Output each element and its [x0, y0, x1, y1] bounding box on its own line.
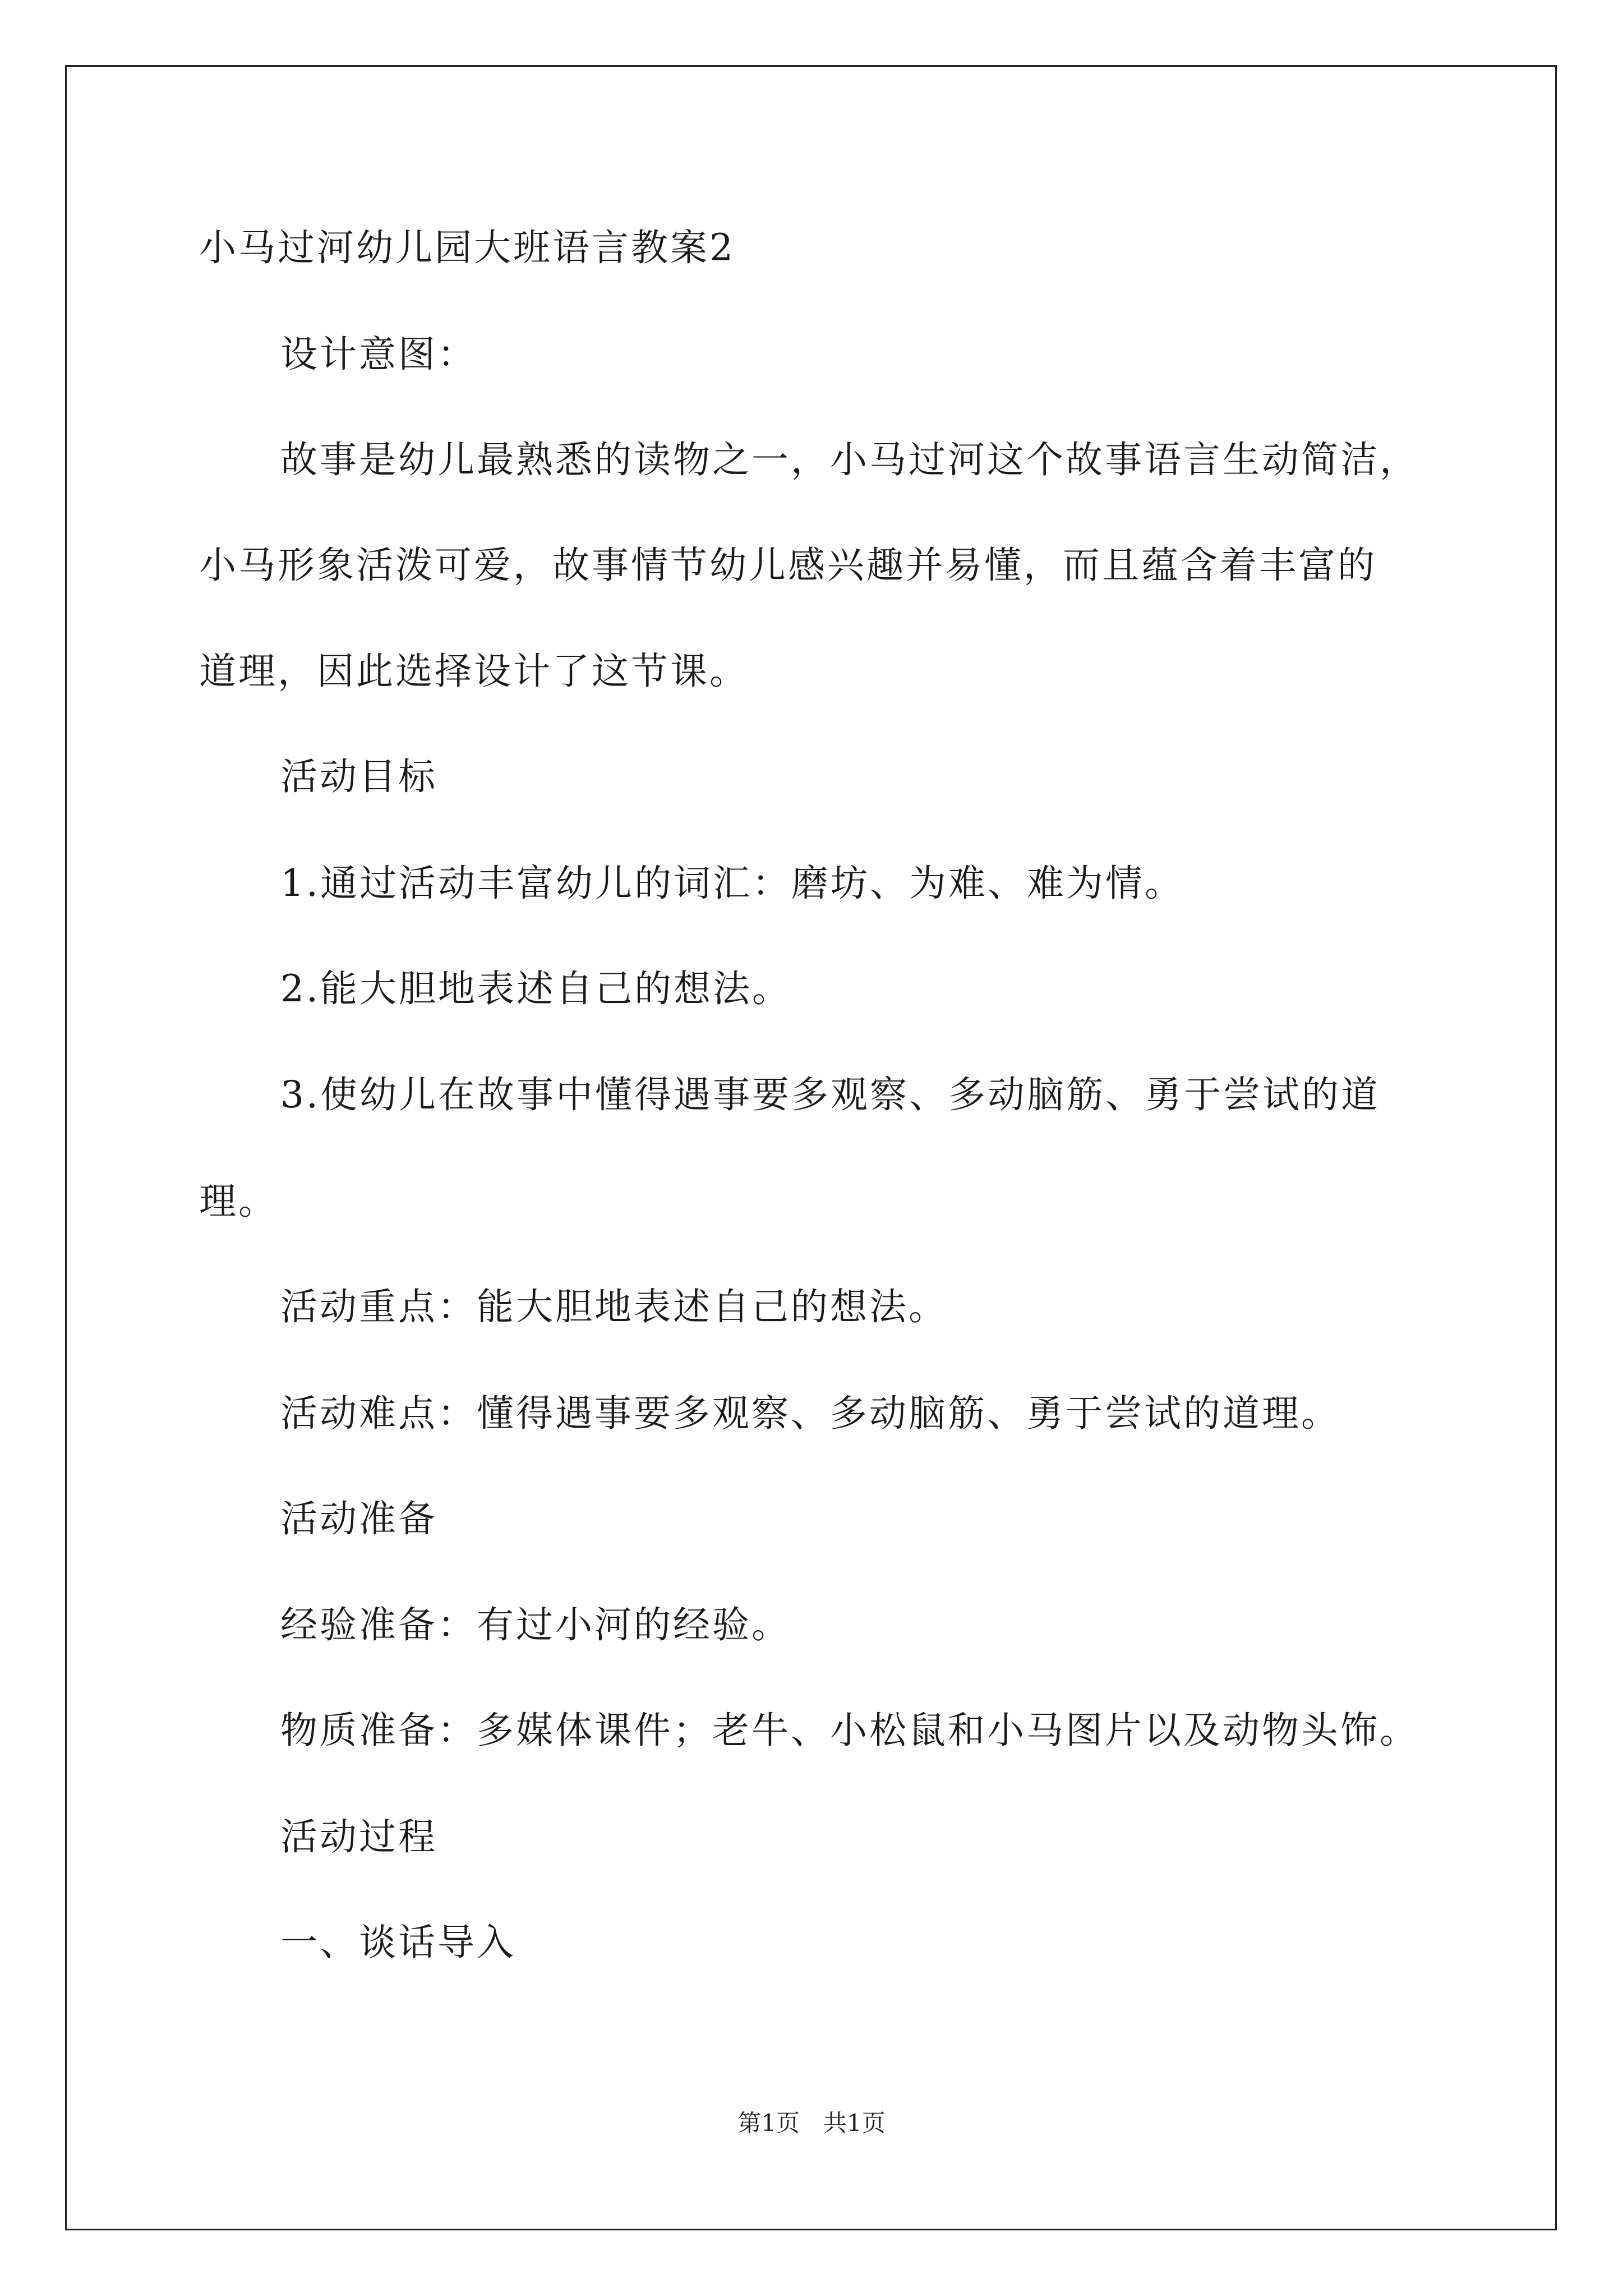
page-border	[65, 65, 1557, 2230]
paragraph-line: 3.使幼儿在故事中懂得遇事要多观察、多动脑筋、勇于尝试的道	[280, 1073, 1380, 1116]
paragraph-line: 活动过程	[280, 1815, 437, 1858]
paragraph-line: 2.能大胆地表述自己的想法。	[280, 967, 791, 1010]
paragraph-line: 经验准备：有过小河的经验。	[280, 1603, 791, 1646]
paragraph-line: 活动难点：懂得遇事要多观察、多动脑筋、勇于尝试的道理。	[280, 1392, 1340, 1435]
paragraph-line: 小马形象活泼可爱，故事情节幼儿感兴趣并易懂，而且蕴含着丰富的	[199, 544, 1377, 587]
paragraph-line: 故事是幼儿最熟悉的读物之一，小马过河这个故事语言生动简洁，	[280, 438, 1419, 481]
page-footer: 第1页 共1页	[737, 2109, 886, 2137]
paragraph-line: 设计意图：	[280, 333, 477, 376]
document-title: 小马过河幼儿园大班语言教案2	[199, 226, 735, 269]
paragraph-line: 物质准备：多媒体课件；老牛、小松鼠和小马图片以及动物头饰。	[280, 1709, 1419, 1752]
paragraph-line: 理。	[199, 1180, 278, 1223]
paragraph-line: 道理，因此选择设计了这节课。	[199, 650, 749, 693]
paragraph-line: 活动目标	[280, 755, 437, 798]
paragraph-line: 一、谈话导入	[280, 1921, 516, 1964]
paragraph-line: 活动准备	[280, 1497, 437, 1540]
paragraph-line: 1.通过活动丰富幼儿的词汇：磨坊、为难、难为情。	[280, 862, 1184, 905]
paragraph-line: 活动重点：能大胆地表述自己的想法。	[280, 1285, 948, 1328]
